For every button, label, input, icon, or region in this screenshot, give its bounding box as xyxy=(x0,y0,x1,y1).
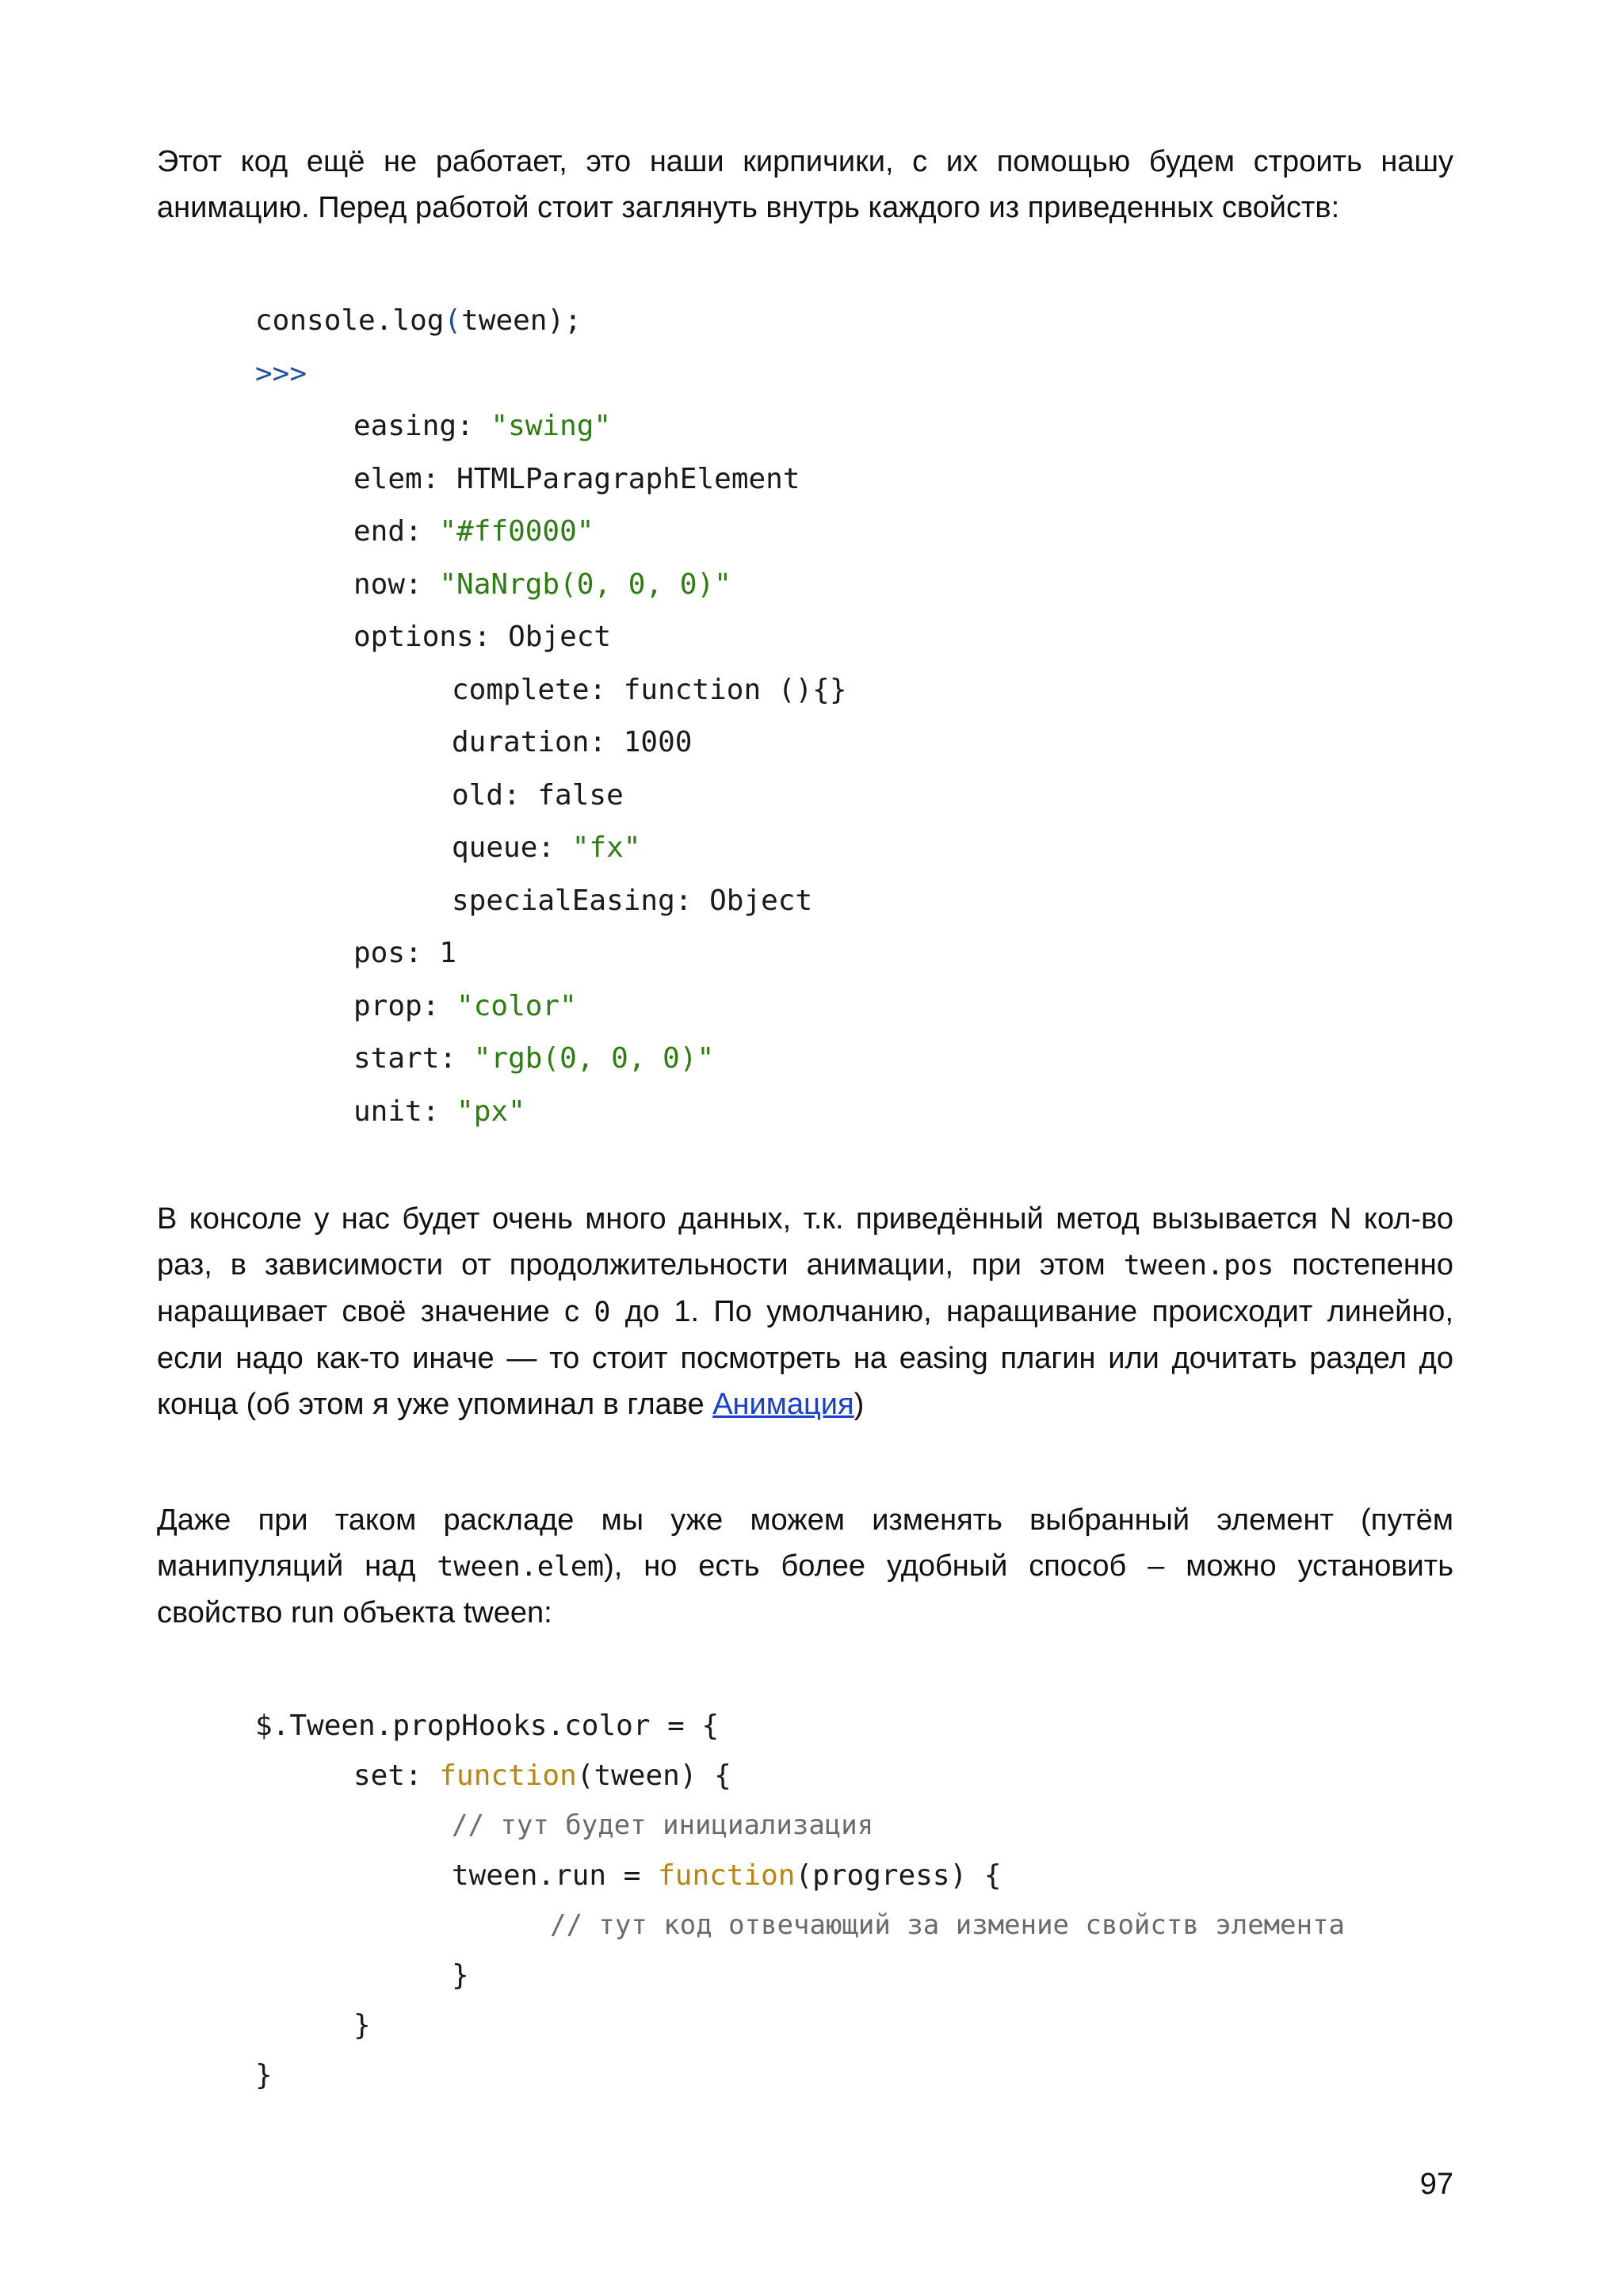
code-line xyxy=(255,295,1444,348)
code-line: elem: HTMLParagraphElement xyxy=(353,462,800,495)
code-line: $.Tween.propHooks.color = { xyxy=(255,1710,720,1742)
explanation-paragraph xyxy=(157,1196,1453,1427)
code-line: duration: 1000 xyxy=(452,726,693,758)
code-token: end: xyxy=(353,515,440,548)
code-line xyxy=(255,559,1444,612)
code-token: (progress) { xyxy=(795,1859,1002,1892)
code-string: "px" xyxy=(456,1095,525,1128)
code-line xyxy=(255,400,1444,453)
code-keyword: function xyxy=(439,1759,577,1792)
code-line xyxy=(255,1851,1444,1901)
code-line xyxy=(255,506,1444,559)
code-line: specialEasing: Object xyxy=(452,884,813,917)
code-token: (tween) { xyxy=(576,1759,731,1792)
code-string: "color" xyxy=(456,989,577,1022)
code-string: "fx" xyxy=(571,831,641,864)
run-property-paragraph xyxy=(157,1497,1453,1636)
intro-paragraph xyxy=(157,139,1453,231)
code-line: old: false xyxy=(452,778,624,812)
code-token: easing: xyxy=(353,410,491,442)
code-line xyxy=(255,1033,1444,1086)
code-string: "rgb(0, 0, 0)" xyxy=(473,1042,715,1075)
code-comment: // тут код отвечающий за измение свойств элемента xyxy=(550,1909,1346,1941)
code-string: "NaNrgb(0, 0, 0)" xyxy=(439,567,731,601)
code-comment: // тут будет инициализация xyxy=(452,1809,874,1841)
inline-code: 0 xyxy=(594,1297,611,1328)
code-line: complete: function (){} xyxy=(452,673,847,706)
inline-code: tween.pos xyxy=(1123,1250,1274,1282)
inline-code: tween.elem xyxy=(437,1551,605,1583)
text-run: до 1. По умолчанию, наращивание происходит линейно, если надо как-то иначе — то стоит посмотреть на easing плагин или дочитать раздел до конца (об этом я уже упоминал в главе xyxy=(157,1295,1454,1421)
animation-chapter-link[interactable]: Анимация xyxy=(712,1388,854,1421)
text-run: постепенно наращивает своё значение с xyxy=(157,1248,1453,1328)
code-token: queue: xyxy=(452,831,572,864)
code-token: console.log xyxy=(255,304,445,337)
text-run: Даже при таком раскладе мы уже можем изменять выбранный элемент (путём манипуляций над xyxy=(157,1503,1453,1583)
prophooks-code-block xyxy=(255,1701,1444,2100)
code-line xyxy=(255,822,1444,875)
code-token: prop: xyxy=(353,989,457,1022)
text-run: В консоле у нас будет очень много данных, т.к. приведённый метод вызывается N кол-во раз, в зависимости от продолжительности анимации, при этом xyxy=(157,1202,1453,1282)
code-line xyxy=(255,980,1444,1033)
code-token: start: xyxy=(353,1042,474,1075)
code-token: tween); xyxy=(461,304,582,337)
code-line: } xyxy=(452,1959,469,1992)
code-token: now: xyxy=(353,567,440,601)
code-line xyxy=(255,1086,1444,1139)
code-token: tween.run = xyxy=(452,1859,659,1892)
code-line xyxy=(255,1751,1444,1801)
code-token: unit: xyxy=(353,1095,457,1128)
text-run: ) xyxy=(854,1388,865,1421)
code-token: ( xyxy=(444,304,462,337)
text-run: ), но есть более удобный способ – можно установить свойство run объекта tween: xyxy=(157,1549,1453,1629)
code-line: } xyxy=(255,2059,273,2092)
page-number: 97 xyxy=(1419,2168,1453,2201)
code-token: set: xyxy=(353,1759,440,1792)
code-line: options: Object xyxy=(353,621,612,653)
intro-text: Этот код ещё не работает, это наши кирпичики, с их помощью будем строить нашу анимацию. Перед работой стоит заглянуть внутрь каждого из приведенных свойств: xyxy=(157,145,1453,224)
code-line: pos: 1 xyxy=(353,937,457,969)
code-line: >>> xyxy=(255,357,307,390)
code-string: "swing" xyxy=(491,410,612,442)
code-line: } xyxy=(353,2009,371,2042)
code-keyword: function xyxy=(658,1859,796,1892)
code-string: "#ff0000" xyxy=(439,515,594,548)
console-code-block xyxy=(255,295,1444,1138)
